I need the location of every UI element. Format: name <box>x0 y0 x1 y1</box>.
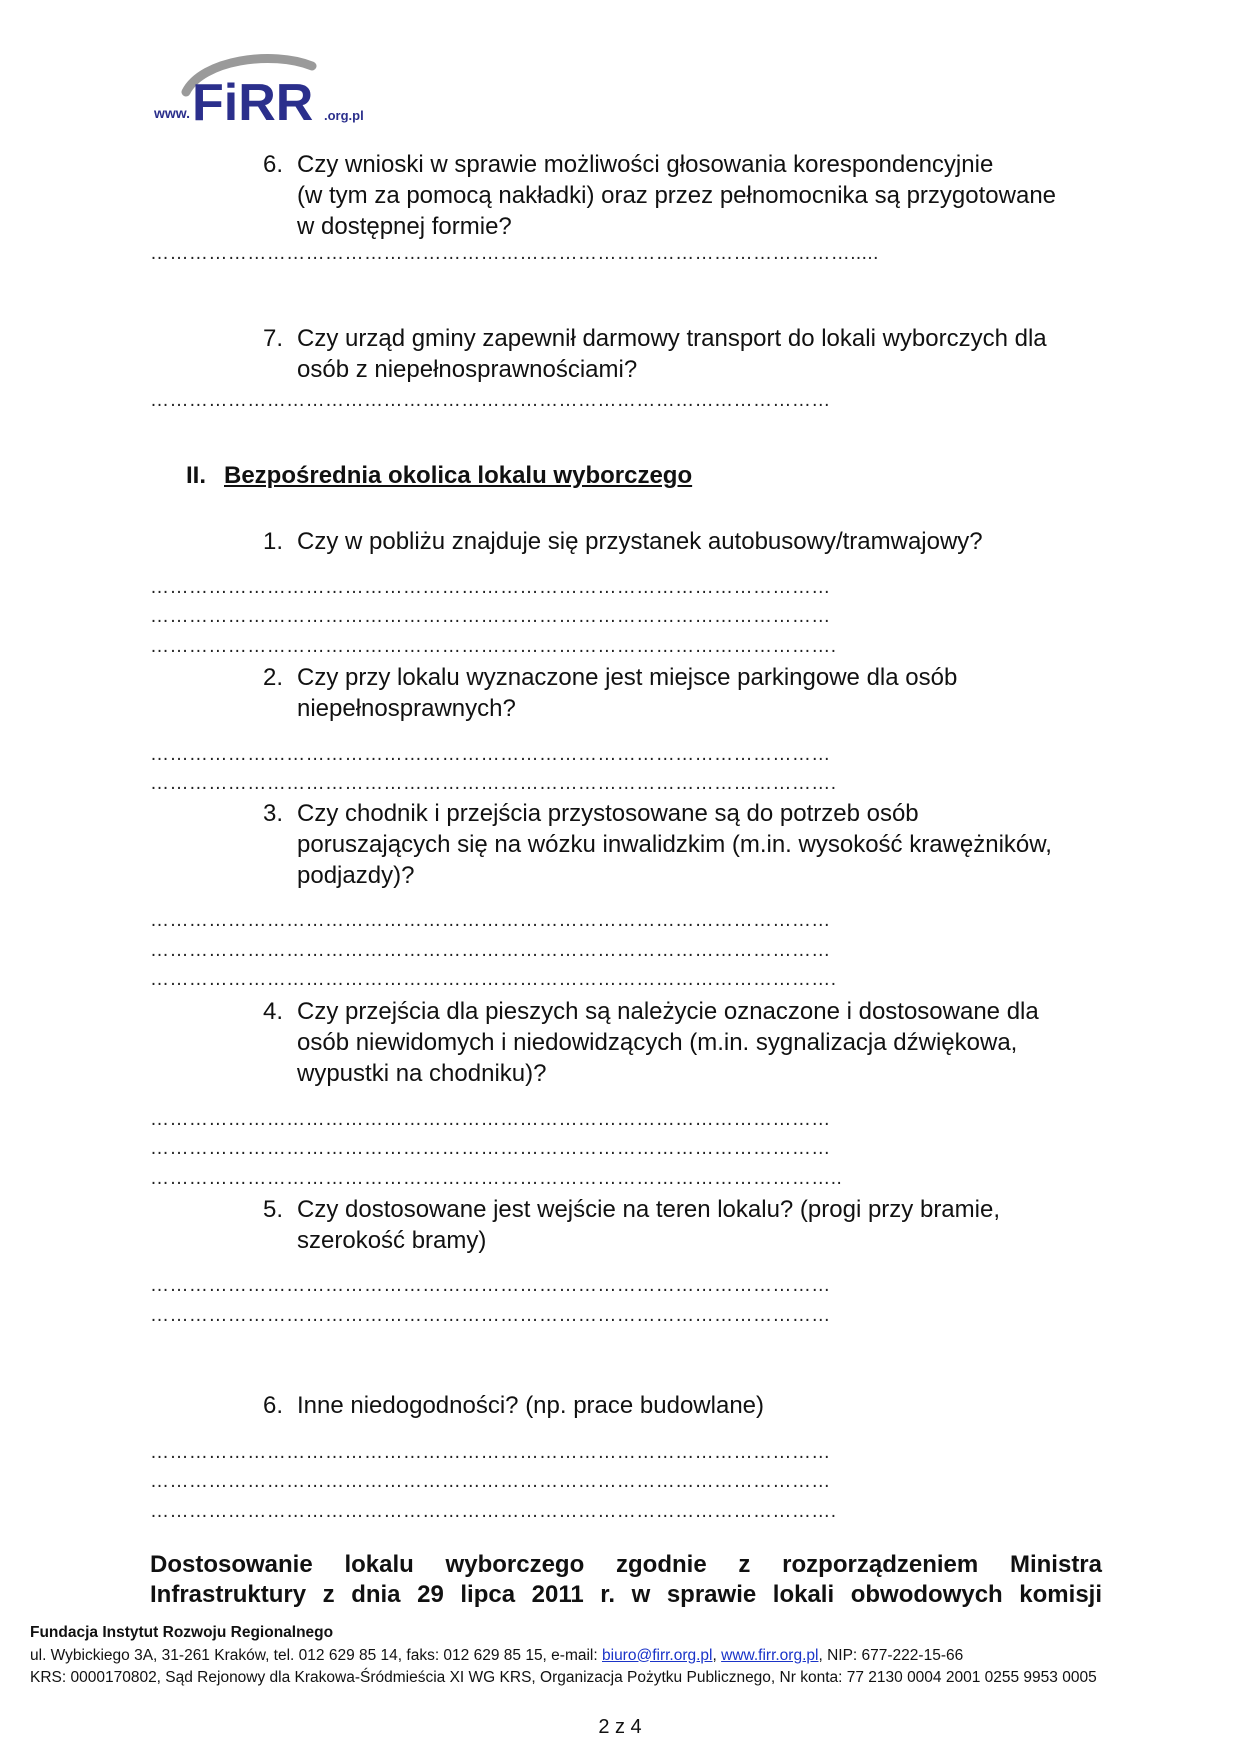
answer-line[interactable]: …………………………………………………………………………………………… <box>150 1306 831 1326</box>
answer-line[interactable]: …………………………………………………………………………………………… <box>150 1472 831 1492</box>
answer-line[interactable]: ……………………………………………………………………………………………. <box>150 774 837 794</box>
question-line: osób niewidomych i niedowidzących (m.in. sygnalizacja dźwiękowa, <box>297 1029 1018 1056</box>
question-line: Czy chodnik i przejścia przystosowane są do potrzeb osób <box>297 800 919 827</box>
answer-line[interactable]: ……………………………………………………………………………………………. <box>150 637 837 657</box>
question-number: 3. <box>263 800 284 827</box>
logo-prefix: www. <box>154 105 191 121</box>
page-footer <box>30 1622 1097 1690</box>
regulation-heading <box>150 1550 1102 1610</box>
section-heading <box>186 462 692 490</box>
question-line: Czy przy lokalu wyznaczone jest miejsce parkingowe dla osób <box>297 664 958 691</box>
question-text <box>297 662 1097 724</box>
answer-line[interactable]: …………………………………………………………………………………………… <box>150 607 831 627</box>
question-line: wypustki na chodniku)? <box>297 1060 547 1087</box>
question-text <box>297 323 1097 385</box>
question-line: Czy przejścia dla pieszych są należycie oznaczone i dostosowane dla <box>297 998 1039 1025</box>
answer-line[interactable]: …………………………………………………………………………………………… <box>150 391 831 411</box>
answer-line[interactable]: …………………………………………………………………………………………… <box>150 1276 831 1296</box>
question-text <box>297 1390 1097 1421</box>
firr-logo <box>152 52 382 128</box>
answer-line[interactable]: …………………………………………………………………………………………….. <box>150 1169 843 1189</box>
section-number: II. <box>186 462 207 489</box>
answer-line[interactable]: …………………………………………………………………………………………… <box>150 941 831 961</box>
footer-org-name: Fundacja Instytut Rozwoju Regionalnego <box>30 1624 334 1641</box>
answer-line[interactable]: …………………………………………………………………………………………… <box>150 1443 831 1463</box>
footer-address: ul. Wybickiego 3A, 31-261 Kraków, tel. 012 629 85 14, faks: 012 629 85 15, e-mail: <box>30 1646 602 1664</box>
question-number: 6. <box>263 1392 284 1419</box>
logo-brand: FiRR <box>192 74 314 128</box>
question-number: 5. <box>263 1196 284 1223</box>
question-text <box>297 1194 1097 1256</box>
website-link[interactable]: www.firr.org.pl <box>721 1646 819 1664</box>
question-line: poruszających się na wózku inwalidzkim (m.in. wysokość krawężników, <box>297 831 1052 858</box>
question-number: 4. <box>263 998 284 1025</box>
answer-line[interactable]: …………………………………………………………………………………………… <box>150 1139 831 1159</box>
footer-contact-line <box>30 1645 1097 1668</box>
email-link[interactable]: biuro@firr.org.pl <box>602 1646 713 1664</box>
question-line: Czy w pobliżu znajduje się przystanek autobusowy/tramwajowy? <box>297 528 983 555</box>
question-line: Czy wnioski w sprawie możliwości głosowania korespondencyjnie <box>297 151 994 178</box>
answer-line[interactable]: ……………………………………………………………………………………………. <box>150 1502 837 1522</box>
answer-line[interactable]: …………………………………………………………………………………………… <box>150 911 831 931</box>
answer-line[interactable]: ……………………………………………………………………………………………. <box>150 970 837 990</box>
question-line: osób z niepełnosprawnościami? <box>297 356 638 383</box>
footer-separator: , <box>712 1646 722 1664</box>
question-line: (w tym za pomocą nakładki) oraz przez pełnomocnika są przygotowane <box>297 182 1057 209</box>
question-number: 7. <box>263 325 284 352</box>
answer-line[interactable]: ………………………………………………………………………………………………..... <box>150 244 879 264</box>
question-text <box>297 996 1097 1089</box>
answer-line[interactable]: …………………………………………………………………………………………… <box>150 745 831 765</box>
page-number: 2 z 4 <box>598 1716 642 1738</box>
regulation-line: Dostosowanie lokalu wyborczego zgodnie z rozporządzeniem Ministra <box>150 1551 1102 1578</box>
question-line: Czy dostosowane jest wejście na teren lokalu? (progi przy bramie, <box>297 1196 1000 1223</box>
section-title: Bezpośrednia okolica lokalu wyborczego <box>224 462 693 489</box>
question-line: Inne niedogodności? (np. prace budowlane) <box>297 1392 765 1419</box>
answer-line[interactable]: …………………………………………………………………………………………… <box>150 578 831 598</box>
question-number: 1. <box>263 528 284 555</box>
question-line: podjazdy)? <box>297 862 415 889</box>
answer-line[interactable]: …………………………………………………………………………………………… <box>150 1110 831 1130</box>
logo-suffix: .org.pl <box>324 108 364 123</box>
question-text <box>297 798 1097 891</box>
question-line: Czy urząd gminy zapewnił darmowy transport do lokali wyborczych dla <box>297 325 1047 352</box>
question-line: niepełnosprawnych? <box>297 695 516 722</box>
question-line: szerokość bramy) <box>297 1227 487 1254</box>
question-number: 2. <box>263 664 284 691</box>
regulation-line: Infrastruktury z dnia 29 lipca 2011 r. w sprawie lokali obwodowych komisji <box>150 1581 1102 1608</box>
question-text <box>297 526 1097 557</box>
footer-nip: , NIP: 677-222-15-66 <box>818 1646 964 1664</box>
footer-registry-line: KRS: 0000170802, Sąd Rejonowy dla Krakowa-Śródmieścia XI WG KRS, Organizacja Pożytku Publicznego, Nr konta: 77 2130 0004 2001 0255 9953 0005 <box>30 1669 1097 1686</box>
question-line: w dostępnej formie? <box>297 213 512 240</box>
question-number: 6. <box>263 151 284 178</box>
question-text <box>297 149 1097 242</box>
